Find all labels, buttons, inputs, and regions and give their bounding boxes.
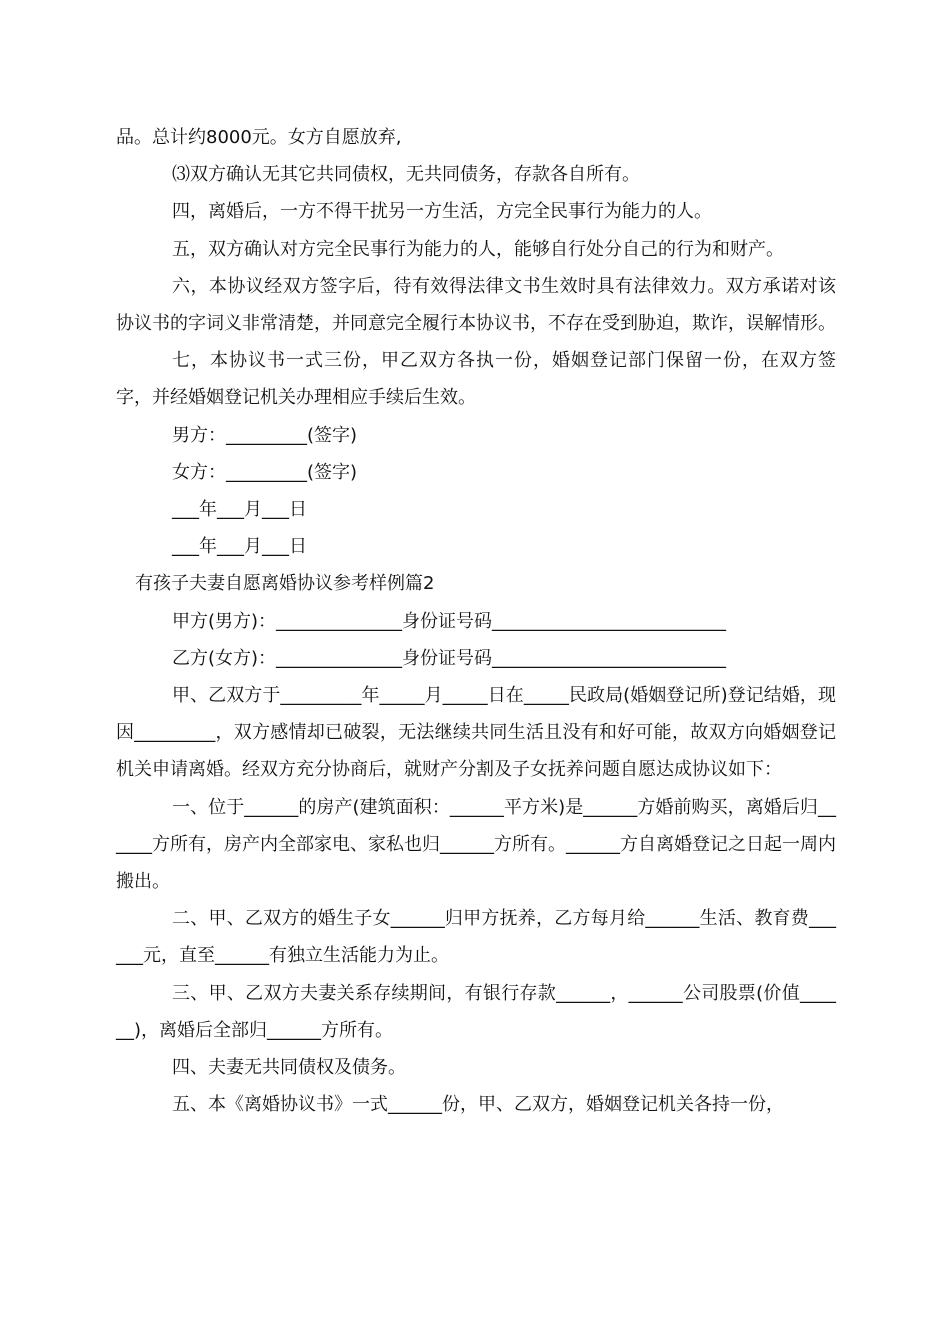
- clause-seven: 七，本协议书一式三份，甲乙双方各执一份，婚姻登记部门保留一份，在双方签字，并经婚姻登记机关办理相应手续后生效。: [116, 350, 836, 409]
- date-line-2: ___年___月___日: [172, 536, 307, 558]
- clause-five-copies: 五、本《离婚协议书》一式______份，甲、乙双方，婚姻登记机关各持一份，: [172, 1094, 784, 1116]
- document-body: [116, 119, 836, 1123]
- date-line-1: ___年___月___日: [172, 499, 307, 521]
- party-b-line: 乙方(女方)：______________身份证号码__________________________: [172, 647, 727, 669]
- clause-3-debts: ⑶双方确认无其它共同债权，无共同债务，存款各自所有。: [172, 164, 640, 186]
- clause-five: 五，双方确认对方完全民事行为能力的人，能够自行处分自己的行为和财产。: [172, 238, 784, 260]
- clause-three-savings: 三、甲、乙双方夫妻关系存续期间，有银行存款______，______公司股票(价值______)，离婚后全部归______方所有。: [116, 982, 836, 1041]
- clause-two-children: 二、甲、乙双方的婚生子女______归甲方抚养，乙方每月给______生活、教育费______元，直至______有独立生活能力为止。: [116, 908, 836, 967]
- paragraph-continuation: 品。总计约8000元。女方自愿放弃,: [116, 127, 402, 148]
- clause-four: 四，离婚后，一方不得干扰另一方生活，方完全民事行为能力的人。: [172, 201, 712, 223]
- clause-four-debts: 四、夫妻无共同债权及债务。: [172, 1057, 406, 1079]
- clause-six: 六，本协议经双方签字后，待有效得法律文书生效时具有法律效力。双方承诺对该协议书的字词义非常清楚，并同意完全履行本协议书，不存在受到胁迫，欺诈，误解情形。: [116, 275, 836, 335]
- section-title-sample-2: 有孩子夫妻自愿离婚协议参考样例篇2: [135, 573, 435, 595]
- preamble: 甲、乙双方于_________年_____月_____日在_____民政局(婚姻登记所)登记结婚，现因_________，双方感情却已破裂，无法继续共同生活且没有和好可能，故双方向婚姻登记机关申请离婚。经双方充分协商后，就财产分割及子女抚养问题自愿达成协议如下：: [116, 685, 836, 781]
- party-a-line: 甲方(男方)：______________身份证号码__________________________: [172, 610, 727, 632]
- signature-female: 女方：_________(签字): [172, 461, 358, 483]
- signature-male: 男方：_________(签字): [172, 424, 358, 446]
- clause-one-property: 一、位于______的房产(建筑面积：______平方米)是______方婚前购买，离婚后归______方所有，房产内全部家电、家私也归______方所有。______方自离婚登记之日起一周内搬出。: [116, 796, 836, 893]
